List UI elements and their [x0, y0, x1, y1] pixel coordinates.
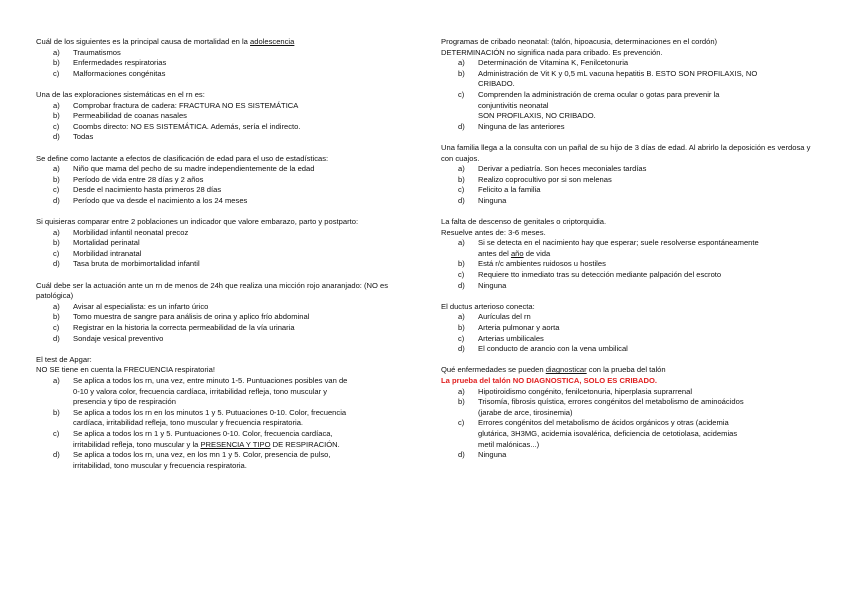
option-text [73, 111, 408, 122]
answer-option [36, 312, 408, 323]
option-line: Se aplica a todos los rn, una vez, entre minuto 1-5. Puntuaciones posibles van de [73, 376, 348, 385]
underlined-text: diagnosticar [545, 365, 587, 375]
option-letter: b) [53, 312, 60, 322]
text-part: Se define como lactante a efectos de clasificación de edad para el uso de estadísticas: [36, 153, 329, 163]
option-text [478, 450, 813, 461]
answer-options [441, 312, 813, 354]
option-letter: b) [458, 174, 465, 184]
answer-option [36, 249, 408, 260]
option-letter: c) [53, 428, 60, 438]
option-text [478, 418, 813, 450]
option-letter: b) [458, 397, 465, 407]
option-line: Todas [73, 132, 94, 142]
question-block [36, 90, 408, 143]
option-line [478, 249, 813, 260]
option-text [478, 58, 813, 69]
option-letter: b) [53, 238, 60, 248]
answer-option [36, 48, 408, 59]
answer-option [36, 196, 408, 207]
option-letter: d) [458, 195, 465, 205]
question-title [36, 37, 408, 48]
text-part: Programas de cribado neonatal: (talón, hipoacusia, determinaciones en el cordón) [441, 37, 718, 46]
option-letter: b) [53, 58, 60, 68]
option-letter: a) [458, 386, 465, 396]
answer-option [441, 196, 813, 207]
question-block [36, 217, 408, 270]
option-text [73, 48, 408, 59]
option-line: Período que va desde el nacimiento a los 24 meses [73, 195, 248, 205]
left-column [36, 37, 408, 482]
option-letter: c) [53, 323, 60, 333]
option-line: Ninguna [478, 195, 507, 205]
answer-option [36, 111, 408, 122]
option-letter: a) [53, 100, 60, 110]
option-line: Desde el nacimiento hasta primeros 28 días [73, 185, 222, 195]
question-note: Resuelve antes de: 3-6 meses. [441, 227, 546, 237]
option-text [73, 238, 408, 249]
answer-option [36, 164, 408, 175]
option-line: Errores congénitos del metabolismo de ácidos orgánicos y otras (acidemia [478, 418, 729, 428]
option-line: (jarabe de arce, tirosinemia) [478, 407, 573, 417]
option-line: Tasa bruta de morbimortalidad infantil [73, 259, 200, 269]
question-block [441, 143, 813, 207]
answer-option [441, 312, 813, 323]
option-text [73, 69, 408, 80]
option-text [73, 312, 408, 323]
answer-option [441, 397, 813, 418]
option-text [73, 185, 408, 196]
option-text [478, 238, 813, 259]
option-text [73, 101, 408, 112]
option-line: Ninguna de las anteriores [478, 121, 565, 131]
answer-option [441, 334, 813, 345]
option-text [478, 90, 813, 122]
answer-options [36, 228, 408, 270]
question-title [441, 302, 813, 313]
option-line: Coombs directo: NO ES SISTEMÁTICA. Además, sería el indirecto. [73, 121, 301, 131]
answer-option [441, 122, 813, 133]
answer-options [36, 164, 408, 206]
option-text [478, 122, 813, 133]
option-text [478, 185, 813, 196]
answer-option [36, 132, 408, 143]
option-letter: a) [458, 238, 465, 248]
option-line: metil malónicas...) [478, 439, 540, 449]
option-letter: a) [53, 376, 60, 385]
question-block [36, 281, 408, 345]
option-line: Está r/c ambientes ruidosos u hostiles [478, 259, 606, 269]
answer-option [36, 408, 408, 429]
option-line: Si se detecta en el nacimiento hay que esperar; suele resolverse espontáneamente [478, 238, 759, 248]
option-line: Período de vida entre 28 días y 2 años [73, 174, 204, 184]
answer-option [441, 58, 813, 69]
answer-option [36, 69, 408, 80]
option-line: Se aplica a todos los rn en los minutos 1 y 5. Putuaciones 0-10. Color, frecuencia [73, 407, 347, 417]
option-line: cardíaca, irritabilidad refleja, tono muscular y frecuencia respiratoria. [73, 418, 304, 428]
option-text [73, 408, 408, 429]
option-line: Realizo coprocultivo por si son melenas [478, 174, 612, 184]
question-block [36, 355, 408, 472]
option-letter: c) [458, 185, 465, 195]
option-text [478, 323, 813, 334]
option-letter: d) [458, 121, 465, 131]
option-line [73, 440, 408, 451]
option-text [73, 58, 408, 69]
option-letter: b) [458, 323, 465, 333]
option-text [478, 334, 813, 345]
option-line: Sondaje vesical preventivo [73, 333, 164, 343]
question-title [441, 37, 813, 48]
option-text [73, 334, 408, 345]
option-text [73, 323, 408, 334]
answer-option [441, 90, 813, 122]
question-note: NO SE tiene en cuenta la FRECUENCIA respiratoria! [36, 365, 215, 375]
option-text [73, 196, 408, 207]
option-line: El conducto de arancio con la vena umbilical [478, 344, 628, 354]
option-line: Felicito a la familia [478, 185, 541, 195]
option-line: Registrar en la historia la correcta permeabilidad de la vía urinaria [73, 323, 295, 333]
answer-option [36, 376, 408, 408]
option-line: presencia y tipo de respiración [73, 397, 176, 407]
answer-option [36, 450, 408, 471]
option-letter: b) [53, 174, 60, 184]
option-text [478, 312, 813, 323]
option-letter: a) [53, 47, 60, 57]
question-title [36, 154, 408, 165]
option-line: Trisomía, fibrosis quística, errores congénitos del metabolismo de aminoácidos [478, 397, 744, 407]
option-letter: c) [458, 89, 465, 99]
option-letter: b) [53, 407, 60, 417]
option-letter: a) [458, 164, 465, 174]
option-line: Morbilidad infantil neonatal precoz [73, 227, 189, 237]
answer-option [36, 122, 408, 133]
option-line: Ninguna [478, 450, 507, 460]
text-part: Cuál debe ser la actuación ante un rn de menos de 24h que realiza una micción rojo anaranjado: (NO es patológica) [36, 280, 389, 301]
option-letter: b) [458, 259, 465, 269]
answer-option [441, 175, 813, 186]
option-letter: b) [53, 111, 60, 121]
text-part: El test de Apgar: [36, 354, 92, 364]
option-line: 0-10 y valora color, frecuencia cardíaca, irritabilidad refleja, tono muscular y [73, 386, 328, 396]
question-block [441, 365, 813, 460]
option-letter: d) [53, 450, 60, 460]
text-part: con la prueba del talón [586, 365, 666, 375]
option-text [478, 270, 813, 281]
option-line: Enfermedades respiratorias [73, 58, 167, 68]
option-text [73, 429, 408, 450]
text-part: de vida [523, 248, 551, 258]
option-text [73, 122, 408, 133]
option-text [478, 69, 813, 90]
option-text [73, 302, 408, 313]
question-block [36, 154, 408, 207]
option-letter: c) [53, 185, 60, 195]
answer-option [441, 387, 813, 398]
option-line: Morbilidad intranatal [73, 248, 142, 258]
option-letter: d) [53, 259, 60, 269]
option-line: Traumatismos [73, 47, 121, 57]
answer-option [441, 164, 813, 175]
option-text [73, 175, 408, 186]
option-letter: c) [458, 333, 465, 343]
question-title [36, 355, 408, 366]
right-column [441, 37, 813, 471]
option-text [478, 387, 813, 398]
option-letter: d) [53, 333, 60, 343]
option-line: Se aplica a todos los rn 1 y 5. Puntuaciones 0-10. Color, frecuencia cardíaca, [73, 428, 333, 438]
answer-options [441, 58, 813, 132]
option-line: Determinación de Vitamina K, Fenilcetonuria [478, 58, 629, 68]
option-line: Derivar a pediatría. Son heces meconiales tardías [478, 164, 647, 174]
option-text [478, 259, 813, 270]
answer-option [441, 418, 813, 450]
answer-option [36, 238, 408, 249]
answer-options [441, 387, 813, 461]
option-letter: c) [458, 418, 465, 428]
text-part: DE RESPIRACIÓN. [270, 439, 340, 449]
answer-options [441, 238, 813, 291]
option-line: Arterias umbilicales [478, 333, 544, 343]
answer-option [36, 323, 408, 334]
answer-option [36, 334, 408, 345]
option-letter: d) [53, 132, 60, 142]
answer-option [36, 228, 408, 239]
option-letter: a) [458, 58, 465, 68]
answer-option [441, 69, 813, 90]
answer-option [441, 238, 813, 259]
option-letter: b) [458, 68, 465, 78]
answer-option [441, 450, 813, 461]
option-line: irritabilidad, tono muscular y frecuencia respiratoria. [73, 460, 247, 470]
option-letter: d) [53, 195, 60, 205]
option-text [73, 228, 408, 239]
answer-options [36, 302, 408, 344]
answer-option [36, 259, 408, 270]
option-line: Administración de Vit K y 0,5 mL vacuna hepatitis B. ESTO SON PROFILAXIS, NO [478, 68, 758, 78]
option-line: Ninguna [478, 280, 507, 290]
text-part: Cuál de los siguientes es la principal causa de mortalidad en la [36, 37, 251, 46]
option-line: conjuntivitis neonatal [478, 100, 549, 110]
option-line: Requiere tto inmediato tras su detección mediante palpación del escroto [478, 270, 722, 280]
option-letter: c) [53, 68, 60, 78]
answer-options [441, 164, 813, 206]
question-title [441, 365, 813, 376]
option-text [478, 344, 813, 355]
text-part: El ductus arterioso conecta: [441, 301, 535, 311]
option-text [478, 164, 813, 175]
answer-options [36, 376, 408, 471]
option-text [73, 376, 408, 408]
option-letter: c) [53, 121, 60, 131]
option-letter: c) [53, 248, 60, 258]
underlined-text: adolescencia [250, 37, 295, 46]
option-letter: d) [458, 450, 465, 460]
answer-option [36, 302, 408, 313]
question-note: DETERMINACIÓN no significa nada para cribado. Es prevención. [441, 47, 663, 57]
option-text [73, 450, 408, 471]
question-title [36, 217, 408, 228]
answer-options [36, 101, 408, 143]
option-line: Se aplica a todos los rn, una vez, en los mn 1 y 5. Color, presencia de pulso, [73, 450, 331, 460]
answer-option [441, 281, 813, 292]
answer-option [36, 185, 408, 196]
answer-option [36, 58, 408, 69]
option-line: Niño que mama del pecho de su madre independientemente de la edad [73, 164, 315, 174]
option-letter: a) [53, 164, 60, 174]
underlined-text: año [510, 248, 524, 258]
question-title [36, 281, 408, 302]
option-text [73, 249, 408, 260]
option-line: SON PROFILAXIS, NO CRIBADO. [478, 111, 596, 121]
option-text [73, 164, 408, 175]
question-title [441, 143, 813, 164]
question-title [36, 90, 408, 101]
text-part: Qué enfermedades se pueden [441, 365, 546, 375]
answer-option [441, 270, 813, 281]
underlined-text: PRESENCIA Y TIPO [200, 439, 271, 449]
question-title [441, 217, 813, 228]
answer-option [36, 175, 408, 186]
answer-option [441, 259, 813, 270]
option-letter: a) [53, 227, 60, 237]
question-note-warning: La prueba del talón NO DIAGNOSTICA, SOLO ES CRIBADO. [441, 376, 658, 385]
option-line: Comprenden la administración de crema ocular o gotas para prevenir la [478, 89, 720, 99]
text-part: Si quisieras comparar entre 2 poblaciones un indicador que valore embarazo, parto y postparto: [36, 217, 359, 227]
option-line: CRIBADO. [478, 79, 515, 89]
option-line: Tomo muestra de sangre para análisis de orina y aplico frío abdominal [73, 312, 310, 322]
text-part: Una de las exploraciones sistemáticas en el rn es: [36, 89, 205, 99]
option-letter: a) [53, 301, 60, 311]
text-part: irritabilidad refleja, tono muscular y la [73, 439, 201, 449]
option-text [73, 259, 408, 270]
option-line: Permeabilidad de coanas nasales [73, 111, 187, 121]
answer-option [441, 323, 813, 334]
text-part: antes del [478, 248, 511, 258]
text-part: Una familia llega a la consulta con un pañal de su hijo de 3 días de edad. Al abrirlo la deposición es verdosa y con cuajos. [441, 142, 811, 163]
option-text [478, 175, 813, 186]
option-line: Aurículas del rn [478, 312, 531, 322]
question-block [441, 37, 813, 132]
option-line: Hipotiroidismo congénito, fenilcetonuria, hiperplasia suprarrenal [478, 386, 693, 396]
option-line: Avisar al especialista: es un infarto úrico [73, 301, 209, 311]
option-letter: a) [458, 312, 465, 322]
option-line: Comprobar fractura de cadera: FRACTURA NO ES SISTEMÁTICA [73, 100, 299, 110]
answer-options [36, 48, 408, 80]
option-line: Mortalidad perinatal [73, 238, 140, 248]
option-letter: d) [458, 344, 465, 354]
option-line: glutárica, 3H3MG, acidemia isovalérica, deficiencia de cetotiolasa, acidemias [478, 428, 738, 438]
answer-option [441, 185, 813, 196]
option-line: Malformaciones congénitas [73, 68, 166, 78]
answer-option [36, 429, 408, 450]
answer-option [36, 101, 408, 112]
option-text [478, 281, 813, 292]
option-text [478, 397, 813, 418]
option-letter: c) [458, 270, 465, 280]
answer-option [441, 344, 813, 355]
option-text [478, 196, 813, 207]
question-block [441, 217, 813, 291]
option-letter: d) [458, 280, 465, 290]
option-line: Arteria pulmonar y aorta [478, 323, 560, 333]
text-part: La falta de descenso de genitales o criptorquidia. [441, 217, 607, 227]
question-block [441, 302, 813, 355]
option-text [73, 132, 408, 143]
question-block [36, 37, 408, 79]
